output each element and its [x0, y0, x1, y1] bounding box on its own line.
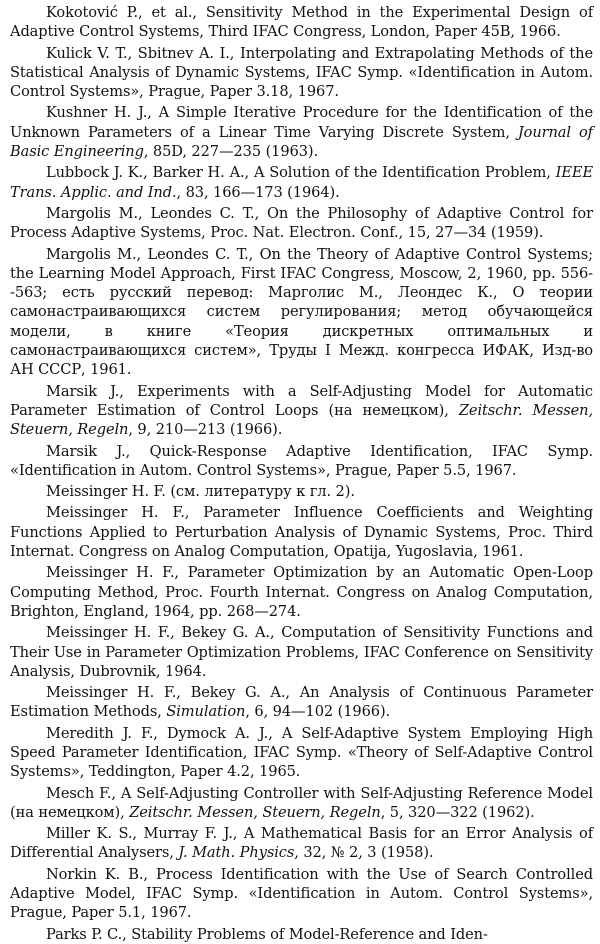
reference-entry [10, 44, 593, 102]
reference-entry [10, 824, 593, 863]
reference-text: , 6, 94—102 (1966). [245, 703, 391, 721]
reference-text: , 83, 166—173 (1964). [176, 183, 340, 201]
reference-text: Norkin K. B., Process Identification with the Use of Search Controlled Adaptive Model, IFAC Symp. «Identification in Autom. Control Systems», Prague, Paper 5.1, 1967. [10, 865, 593, 922]
reference-text: Marsik J., Experiments with a Self-Adjusting Model for Automatic Parameter Estimation of Control Loops (на немецком), [10, 382, 593, 419]
reference-entry [10, 563, 593, 621]
reference-journal-title: Zeitschr. Messen, Steuern, Regeln [10, 401, 593, 439]
reference-text: Kulick V. T., Sbitnev A. I., Interpolating and Extrapolating Methods of the Statistical Analysis of Dynamic Systems, IFAC Symp. «Identification in Autom. Control Systems», Prague, Paper 3.18, 1967. [10, 44, 593, 101]
reference-text: Meissinger H. F., Bekey G. A., Computation of Sensitivity Functions and Their Use in Parameter Optimization Problems, IFAC Conference on Sensitivity Analysis, Dubrovnik, 1964. [10, 624, 593, 680]
reference-text: Marsik J., Quick-Response Adaptive Identification, IFAC Symp. «Identification in Autom. Control Systems», Prague, Paper 5.5, 1967. [10, 442, 593, 479]
reference-text: Meissinger H. F., Bekey G. A., An Analysis of Continuous Parameter Estimation Methods, [10, 684, 593, 721]
reference-text: Kokotović P., et al., Sensitivity Method in the Experimental Design of Adaptive Control Systems, Third IFAC Congress, London, Paper 45B, 1966. [10, 4, 593, 41]
reference-journal-title: IEEE Trans. Applic. and Ind. [10, 164, 593, 201]
reference-entry [10, 482, 593, 501]
reference-entry [10, 925, 593, 944]
reference-entry [10, 724, 593, 782]
reference-journal-title: Zeitschr. Messen, Steuern, Regeln [129, 803, 381, 821]
reference-text: , 85D, 227—235 (1963). [143, 143, 319, 161]
reference-text: , 5, 320—322 (1962). [380, 803, 535, 821]
reference-text: Mesch F., A Self-Adjusting Controller with Self-Adjusting Reference Model (на немецком), [10, 784, 593, 821]
reference-text: Lubbock J. K., Barker H. A., A Solution of the Identification Problem, [46, 164, 556, 182]
reference-entry [10, 245, 593, 380]
reference-journal-title: Simulation [166, 703, 246, 721]
reference-text: Meissinger H. F., Parameter Optimization by an Automatic Open-Loop Computing Method, Proc. Fourth Internat. Congress on Analog Computation, Brighton, England, 1964, pp. 268—274. [10, 564, 593, 620]
reference-entry [10, 204, 593, 243]
reference-entry [10, 683, 593, 722]
reference-text: Meredith J. F., Dymock A. J., A Self-Adaptive System Employing High Speed Parameter Identification, IFAC Symp. «Theory of Self-Adaptive Control Systems», Teddington, Paper 4.2, 1965. [10, 724, 593, 781]
reference-entry [10, 865, 593, 923]
reference-entry [10, 784, 593, 823]
reference-entry [10, 103, 593, 161]
reference-entry [10, 503, 593, 561]
reference-entry [10, 3, 593, 42]
reference-journal-title: J. Math. Physics [178, 844, 295, 862]
reference-text: Meissinger H. F., Parameter Influence Coefficients and Weighting Functions Applied to Perturbation Analysis of Dynamic Systems, Proc. Third Internat. Congress on Analog Computation, Opatija, Yugoslavia, 1961. [10, 504, 593, 561]
reference-entry [10, 163, 593, 202]
reference-entry [10, 442, 593, 481]
reference-text: Margolis M., Leondes C. T., On the Philosophy of Adaptive Control for Process Adaptive Systems, Proc. Nat. Electron. Conf., 15, 27—34 (1959). [10, 204, 593, 242]
reference-text: Parks P. C., Stability Problems of Model-Reference and Iden- [46, 925, 488, 943]
reference-text: Meissinger H. F. (см. литературу к гл. 2). [46, 483, 355, 501]
reference-text: Kushner H. J., A Simple Iterative Procedure for the Identification of the Unknown Parameters of a Linear Time Varying Discrete System, [10, 104, 593, 141]
reference-text: Miller K. S., Murray F. J., A Mathematical Basis for an Error Analysis of Differential Analysers, [10, 825, 593, 862]
reference-text: , 32, № 2, 3 (1958). [294, 844, 434, 862]
reference-entry [10, 382, 593, 440]
reference-journal-title: Journal of Basic Engineering [10, 123, 593, 161]
reference-text: Margolis M., Leondes C. T., On the Theory of Adaptive Control Systems; the Learning Model Approach, First IFAC Congress, Moscow, 2, 1960, pp. 556--563; есть русский перевод: Марголис М., Леондес К., О теории самонастраивающихся систем регулирования; метод обучающейся модели, в книге «Теория дискретных оптимальных и самонастраивающихся систем», Труды I Межд. конгресса ИФАК, Изд-во АН СССР, 1961. [10, 245, 593, 379]
reference-text: , 9, 210—213 (1966). [128, 421, 283, 439]
reference-entry [10, 623, 593, 681]
